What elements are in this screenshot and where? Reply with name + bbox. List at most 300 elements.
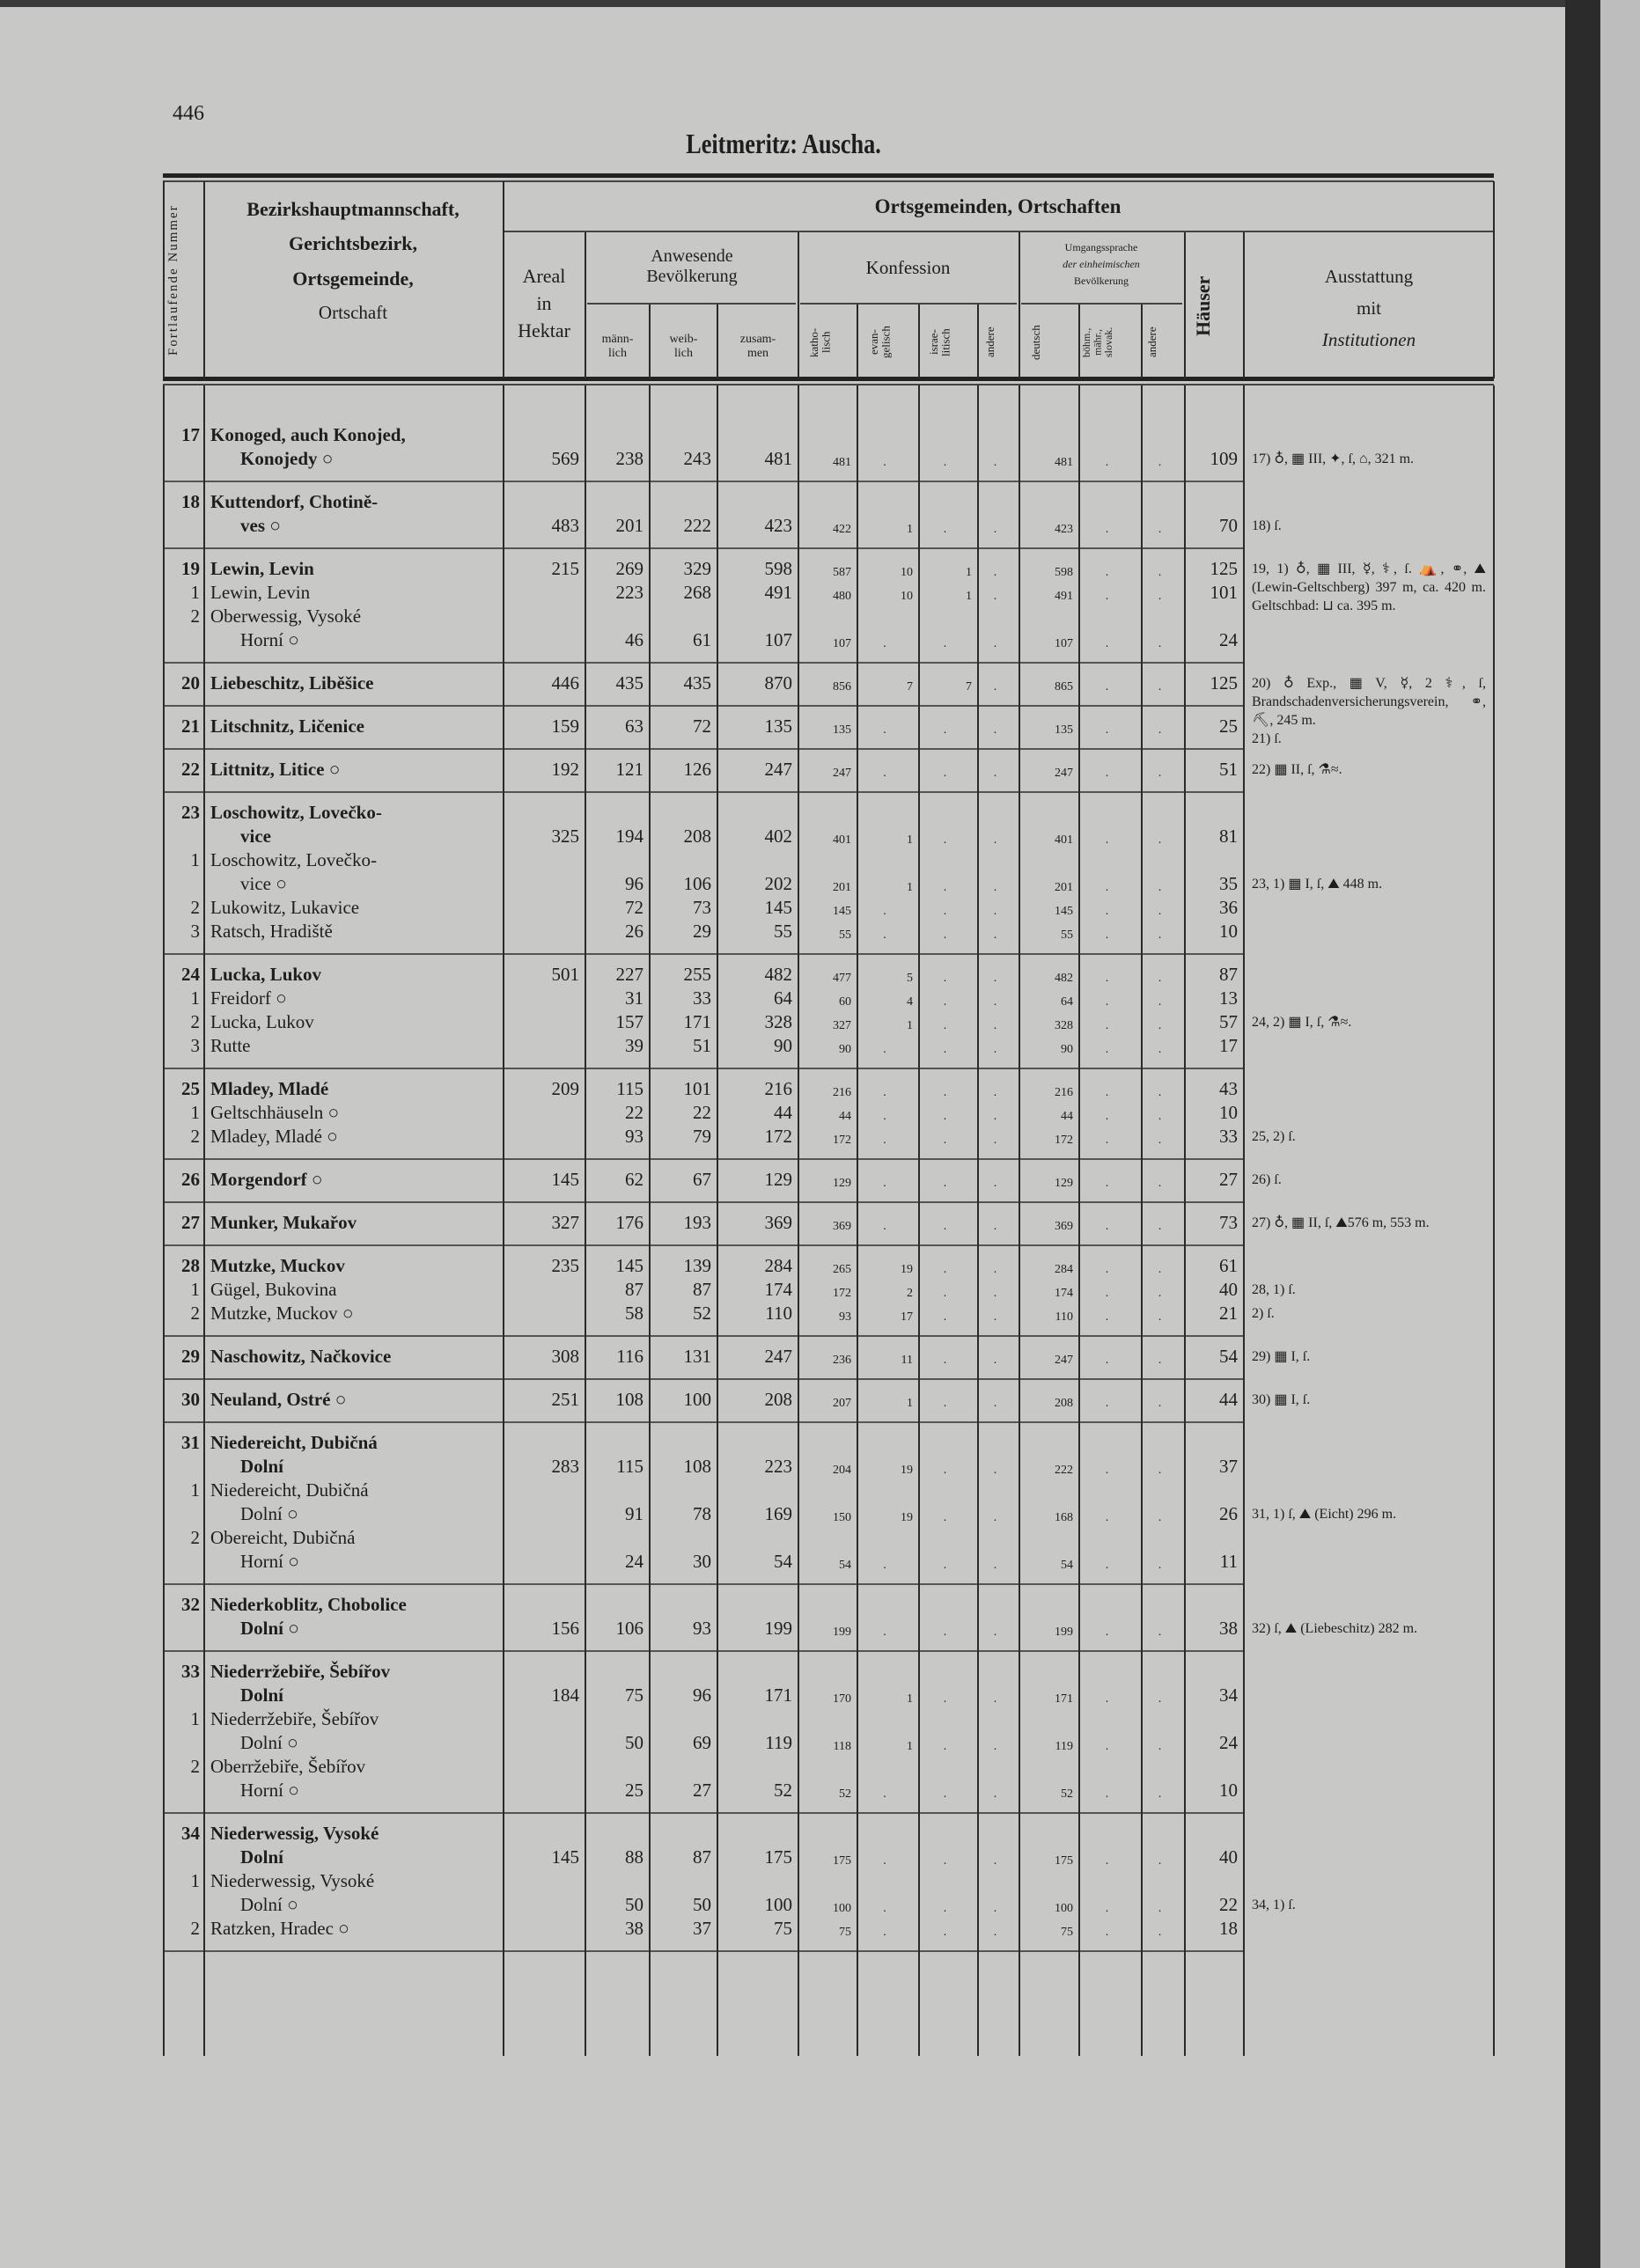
sub-entry-number: 2 [190, 1527, 200, 1548]
value-deutsch: 107 [1055, 637, 1073, 650]
header-population-title [586, 246, 798, 287]
value-maennlich: 39 [625, 1035, 643, 1056]
value-boehm-maehr-slovak: . [1105, 928, 1109, 942]
value-sprache-andere: . [1158, 1220, 1162, 1233]
value-katholisch: 480 [833, 590, 851, 603]
value-haeuser: 101 [1210, 582, 1238, 603]
value-boehm-maehr-slovak: . [1105, 523, 1109, 536]
value-deutsch: 369 [1055, 1220, 1073, 1233]
value-sprache-andere: . [1158, 1177, 1162, 1190]
value-konf-andere: . [993, 1854, 997, 1868]
value-areal: 501 [551, 964, 579, 985]
value-weiblich: 22 [693, 1102, 711, 1123]
header-sprache-andere: andere [1145, 327, 1158, 358]
header-column-rule [1184, 232, 1186, 378]
ortsgemeinde-name: Munker, Mukařov [210, 1212, 357, 1233]
row-separator [163, 1650, 1243, 1652]
value-israelitisch: . [943, 881, 947, 894]
value-konf-andere: . [993, 723, 997, 737]
value-katholisch: 54 [839, 1559, 851, 1572]
ortsgemeinde-name: Dolní [240, 1846, 284, 1868]
value-boehm-maehr-slovak: . [1105, 1134, 1109, 1147]
value-sprache-andere: . [1158, 1511, 1162, 1524]
entry-number: 27 [181, 1212, 200, 1233]
ortschaft-name: Geltschhäuseln ○ [210, 1102, 340, 1123]
value-weiblich: 101 [683, 1078, 711, 1099]
ortschaft-name: Lukowitz, Lukavice [210, 897, 360, 918]
column-rule [203, 385, 205, 2056]
value-areal: 325 [551, 826, 579, 847]
header-population-line: Bevölkerung [646, 267, 738, 286]
value-haeuser: 54 [1219, 1346, 1238, 1367]
ausstattung-note: 34, 1) ſ. [1252, 1897, 1296, 1912]
header-text: böhm., [1080, 327, 1092, 357]
column-rule [918, 385, 920, 2056]
value-boehm-maehr-slovak: . [1105, 1511, 1109, 1524]
value-israelitisch: . [943, 1397, 947, 1410]
value-evangelisch: 1 [907, 881, 913, 894]
ortschaft-name: Gügel, Bukovina [210, 1279, 337, 1300]
row-separator [163, 1583, 1243, 1585]
value-haeuser: 38 [1219, 1618, 1238, 1639]
row-separator [163, 1378, 1243, 1380]
header-name-column [205, 198, 501, 323]
value-sprache-andere: . [1158, 1134, 1162, 1147]
value-maennlich: 26 [625, 921, 643, 942]
value-evangelisch: . [883, 1110, 886, 1123]
value-deutsch: 168 [1055, 1511, 1073, 1524]
value-zusammen: 216 [764, 1078, 792, 1099]
value-katholisch: 150 [833, 1511, 851, 1524]
value-konf-andere: . [993, 1464, 997, 1477]
header-areal-line: in [536, 292, 552, 314]
value-haeuser: 10 [1219, 1102, 1238, 1123]
header-column-rule [977, 305, 979, 378]
sub-entry-number: 2 [190, 1918, 200, 1939]
value-zusammen: 482 [764, 964, 792, 985]
ausstattung-note: 27) ♁, ▦ II, ſ, ⛰576 m, 553 m. [1252, 1215, 1430, 1230]
ortschaft-name: Mladey, Mladé ○ [210, 1126, 338, 1147]
value-deutsch: 199 [1055, 1626, 1073, 1639]
header-israelitisch [928, 310, 967, 375]
value-konf-andere: . [993, 995, 997, 1009]
header-population-line: Anwesende [651, 246, 733, 266]
value-evangelisch: . [883, 767, 886, 780]
value-israelitisch: . [943, 1220, 947, 1233]
value-evangelisch: . [883, 1043, 886, 1056]
value-sprache-andere: . [1158, 1354, 1162, 1367]
value-katholisch: 587 [833, 566, 851, 579]
sprache-rule [1021, 303, 1182, 305]
value-haeuser: 36 [1219, 897, 1238, 918]
header-column-rule [585, 232, 586, 378]
ortschaft-name: Oberwessig, Vysoké [210, 606, 362, 627]
column-rule [163, 385, 165, 2056]
value-evangelisch: . [883, 1086, 886, 1099]
ortsgemeinde-name: Dolní [240, 1684, 284, 1706]
value-maennlich: 157 [615, 1011, 643, 1032]
column-rule [717, 385, 718, 2056]
value-deutsch: 216 [1055, 1086, 1073, 1099]
ortsgemeinde-name: Loschowitz, Lovečko- [210, 802, 382, 823]
value-maennlich: 50 [625, 1894, 643, 1915]
header-konfession: Konfession [865, 257, 951, 278]
entry-number: 31 [181, 1432, 200, 1453]
ortschaft-name: Niederwessig, Vysoké [210, 1870, 375, 1891]
value-katholisch: 129 [833, 1177, 851, 1190]
value-zusammen: 202 [764, 873, 792, 894]
value-katholisch: 52 [839, 1787, 851, 1801]
ortsgemeinde-name: ves ○ [240, 515, 281, 536]
value-deutsch: 284 [1055, 1263, 1073, 1276]
row-separator [163, 1421, 1243, 1423]
value-boehm-maehr-slovak: . [1105, 1110, 1109, 1123]
value-sprache-andere: . [1158, 1464, 1162, 1477]
entry-number: 34 [181, 1823, 200, 1844]
sub-entry-number: 2 [190, 1011, 200, 1032]
value-evangelisch: 19 [901, 1511, 913, 1524]
value-haeuser: 73 [1219, 1212, 1238, 1233]
value-konf-andere: . [993, 1086, 997, 1099]
value-maennlich: 227 [615, 964, 643, 985]
header-column-rule [857, 305, 858, 378]
group-title-rule [503, 231, 1493, 232]
value-haeuser: 43 [1219, 1078, 1238, 1099]
value-konf-andere: . [993, 1926, 997, 1939]
header-text: men [746, 347, 769, 361]
value-zusammen: 100 [764, 1894, 792, 1915]
value-weiblich: 139 [683, 1255, 711, 1276]
value-evangelisch: 5 [907, 972, 913, 985]
value-israelitisch: . [943, 1902, 947, 1915]
value-haeuser: 34 [1219, 1684, 1238, 1706]
value-boehm-maehr-slovak: . [1105, 1397, 1109, 1410]
value-evangelisch: . [883, 637, 886, 650]
value-evangelisch: 1 [907, 1740, 913, 1753]
value-weiblich: 27 [693, 1780, 711, 1801]
value-katholisch: 369 [833, 1220, 851, 1233]
ortsgemeinde-name: Morgendorf ○ [210, 1169, 323, 1190]
value-evangelisch: . [883, 1626, 886, 1639]
value-evangelisch: . [883, 1134, 886, 1147]
value-deutsch: 247 [1055, 1354, 1073, 1367]
value-haeuser: 125 [1210, 558, 1238, 579]
value-weiblich: 73 [693, 897, 711, 918]
value-areal: 283 [551, 1456, 579, 1477]
value-deutsch: 328 [1055, 1019, 1073, 1032]
value-haeuser: 87 [1219, 964, 1238, 985]
header-bottom-rule [163, 377, 1494, 381]
value-katholisch: 55 [839, 928, 851, 942]
value-sprache-andere: . [1158, 928, 1162, 942]
value-maennlich: 201 [615, 515, 643, 536]
ortschaft-name: Horní ○ [240, 629, 299, 650]
value-weiblich: 50 [693, 1894, 711, 1915]
value-areal: 145 [551, 1846, 579, 1868]
ortschaft-name: Lucka, Lukov [210, 1011, 314, 1032]
sub-entry-number: 3 [190, 1035, 200, 1056]
entry-number: 33 [181, 1661, 200, 1682]
row-separator [163, 705, 1243, 707]
value-boehm-maehr-slovak: . [1105, 1854, 1109, 1868]
value-haeuser: 24 [1219, 629, 1238, 650]
ortsgemeinde-name: Mutzke, Muckov [210, 1255, 345, 1276]
page-title: Leitmeritz: Auscha. [686, 128, 881, 159]
value-areal: 159 [551, 716, 579, 737]
entry-number: 20 [181, 672, 200, 694]
value-maennlich: 106 [615, 1618, 643, 1639]
header-areal-line: Hektar [518, 319, 570, 341]
value-israelitisch: . [943, 1086, 947, 1099]
value-konf-andere: . [993, 1110, 997, 1123]
value-israelitisch: . [943, 1787, 947, 1801]
sub-entry-number: 1 [190, 987, 200, 1009]
sub-entry-number: 1 [190, 1102, 200, 1123]
value-maennlich: 223 [615, 582, 643, 603]
value-israelitisch: . [943, 523, 947, 536]
value-haeuser: 22 [1219, 1894, 1238, 1915]
value-deutsch: 129 [1055, 1177, 1073, 1190]
value-deutsch: 491 [1055, 590, 1073, 603]
value-zusammen: 208 [764, 1389, 792, 1410]
column-rule [857, 385, 858, 2056]
value-boehm-maehr-slovak: . [1105, 1310, 1109, 1324]
value-boehm-maehr-slovak: . [1105, 680, 1109, 694]
value-konf-andere: . [993, 1310, 997, 1324]
value-weiblich: 51 [693, 1035, 711, 1056]
value-haeuser: 35 [1219, 873, 1238, 894]
value-maennlich: 145 [615, 1255, 643, 1276]
header-text: Institutionen [1321, 329, 1416, 350]
value-boehm-maehr-slovak: . [1105, 1626, 1109, 1639]
ortsgemeinde-name: Dolní [240, 1456, 284, 1477]
value-maennlich: 31 [625, 987, 643, 1009]
value-areal: 156 [551, 1618, 579, 1639]
value-boehm-maehr-slovak: . [1105, 1263, 1109, 1276]
value-maennlich: 194 [615, 826, 643, 847]
value-weiblich: 100 [683, 1389, 711, 1410]
value-weiblich: 208 [683, 826, 711, 847]
value-haeuser: 40 [1219, 1846, 1238, 1868]
header-column-rule [717, 305, 718, 378]
column-rule [1493, 385, 1495, 2056]
value-sprache-andere: . [1158, 1902, 1162, 1915]
value-deutsch: 110 [1055, 1310, 1073, 1324]
column-rule [1078, 385, 1080, 2056]
value-katholisch: 247 [833, 767, 851, 780]
value-boehm-maehr-slovak: . [1105, 590, 1109, 603]
ortschaft-name: Ratsch, Hradiště [210, 921, 333, 942]
value-sprache-andere: . [1158, 1110, 1162, 1123]
ausstattung-note: 24, 2) ▦ I, ſ, ⚗≈. [1252, 1015, 1352, 1030]
value-maennlich: 58 [625, 1303, 643, 1324]
column-rule [503, 385, 504, 2056]
header-text: litisch [938, 328, 952, 356]
ortschaft-name: Niedereicht, Dubičná [210, 1479, 369, 1501]
ausstattung-note: 23, 1) ▦ I, ſ, ⛰ 448 m. [1252, 877, 1383, 892]
value-evangelisch: . [883, 456, 886, 469]
sub-entry-number: 1 [190, 582, 200, 603]
row-separator [163, 1950, 1243, 1952]
table-top-rule [163, 173, 1494, 178]
value-zusammen: 135 [764, 716, 792, 737]
value-evangelisch: 1 [907, 1019, 913, 1032]
value-weiblich: 108 [683, 1456, 711, 1477]
value-katholisch: 477 [833, 972, 851, 985]
value-weiblich: 329 [683, 558, 711, 579]
value-haeuser: 10 [1219, 1780, 1238, 1801]
value-maennlich: 63 [625, 716, 643, 737]
sub-entry-number: 2 [190, 1756, 200, 1777]
value-deutsch: 171 [1055, 1692, 1073, 1706]
row-separator [163, 748, 1243, 750]
sub-entry-number: 2 [190, 606, 200, 627]
header-text: slovak. [1102, 327, 1115, 358]
value-haeuser: 57 [1219, 1011, 1238, 1032]
value-maennlich: 116 [616, 1346, 643, 1367]
value-boehm-maehr-slovak: . [1105, 1926, 1109, 1939]
value-konf-andere: . [993, 637, 997, 650]
value-katholisch: 44 [839, 1110, 851, 1123]
value-israelitisch: . [943, 1926, 947, 1939]
ortsgemeinde-name: Lucka, Lukov [210, 964, 322, 985]
value-sprache-andere: . [1158, 1043, 1162, 1056]
value-sprache-andere: . [1158, 1310, 1162, 1324]
entry-number: 21 [181, 716, 200, 737]
ortschaft-name: vice ○ [240, 873, 287, 894]
value-maennlich: 121 [615, 759, 643, 780]
value-haeuser: 81 [1219, 826, 1238, 847]
column-rule [649, 385, 651, 2056]
value-sprache-andere: . [1158, 1626, 1162, 1639]
entry-number: 17 [181, 424, 200, 445]
value-konf-andere: . [993, 1043, 997, 1056]
ausstattung-note: 2) ſ. [1252, 1306, 1275, 1321]
header-ortschaft: Ortschaft [318, 301, 388, 323]
value-konf-andere: . [993, 566, 997, 579]
entry-number: 25 [181, 1078, 200, 1099]
entry-number: 23 [181, 802, 200, 823]
value-boehm-maehr-slovak: . [1105, 1464, 1109, 1477]
ortschaft-name: Loschowitz, Lovečko- [210, 849, 377, 870]
value-deutsch: 175 [1055, 1854, 1073, 1868]
value-maennlich: 50 [625, 1732, 643, 1753]
value-deutsch: 55 [1061, 928, 1073, 942]
sub-entry-number: 1 [190, 1870, 200, 1891]
value-katholisch: 216 [833, 1086, 851, 1099]
ortschaft-name: Horní ○ [240, 1780, 299, 1801]
value-maennlich: 108 [615, 1389, 643, 1410]
value-haeuser: 11 [1219, 1551, 1238, 1572]
header-zusammen [718, 333, 798, 361]
value-weiblich: 87 [693, 1846, 711, 1868]
value-haeuser: 51 [1219, 759, 1238, 780]
value-israelitisch: 1 [966, 566, 972, 579]
value-katholisch: 199 [833, 1626, 851, 1639]
value-israelitisch: . [943, 1287, 947, 1300]
column-rule [1184, 385, 1186, 2056]
value-areal: 215 [551, 558, 579, 579]
value-deutsch: 401 [1055, 833, 1073, 847]
header-text: katho- [807, 327, 820, 357]
row-separator [163, 1201, 1243, 1203]
value-konf-andere: . [993, 1902, 997, 1915]
book-binding-edge [1565, 0, 1600, 2268]
value-weiblich: 171 [683, 1011, 711, 1032]
value-boehm-maehr-slovak: . [1105, 1902, 1109, 1915]
value-weiblich: 61 [693, 629, 711, 650]
value-boehm-maehr-slovak: . [1105, 1354, 1109, 1367]
ortsgemeinde-name: Niedereicht, Dubičná [210, 1432, 378, 1453]
ortschaft-name: Lewin, Levin [210, 582, 311, 603]
value-zusammen: 199 [764, 1618, 792, 1639]
value-haeuser: 27 [1219, 1169, 1238, 1190]
entry-number: 30 [181, 1389, 200, 1410]
ortsgemeinde-name: vice [240, 826, 271, 847]
value-weiblich: 255 [683, 964, 711, 985]
value-israelitisch: . [943, 1692, 947, 1706]
value-sprache-andere: . [1158, 1787, 1162, 1801]
value-haeuser: 70 [1219, 515, 1238, 536]
value-israelitisch: . [943, 928, 947, 942]
value-zusammen: 174 [764, 1279, 792, 1300]
value-weiblich: 37 [693, 1918, 711, 1939]
value-sprache-andere: . [1158, 1019, 1162, 1032]
value-areal: 184 [551, 1684, 579, 1706]
value-weiblich: 78 [693, 1503, 711, 1524]
value-zusammen: 54 [774, 1551, 792, 1572]
value-areal: 209 [551, 1078, 579, 1099]
value-israelitisch: . [943, 1310, 947, 1324]
value-maennlich: 238 [615, 448, 643, 469]
header-column-rule [1019, 232, 1020, 378]
ortsgemeinde-name: Kuttendorf, Chotině- [210, 491, 379, 512]
column-rule [1243, 385, 1245, 2056]
value-zusammen: 423 [764, 515, 792, 536]
ausstattung-note: 17) ♁, ▦ III, ✦, ſ, ⌂, 321 m. [1252, 451, 1415, 466]
ortsgemeinde-name: Litschnitz, Ličenice [210, 716, 364, 737]
header-katholisch [808, 310, 847, 375]
value-boehm-maehr-slovak: . [1105, 767, 1109, 780]
value-konf-andere: . [993, 1287, 997, 1300]
value-areal: 235 [551, 1255, 579, 1276]
value-evangelisch: . [883, 723, 886, 737]
value-areal: 145 [551, 1169, 579, 1190]
konfession-rule [800, 303, 1017, 305]
value-zusammen: 598 [764, 558, 792, 579]
value-katholisch: 201 [833, 881, 851, 894]
value-maennlich: 269 [615, 558, 643, 579]
value-israelitisch: . [943, 833, 947, 847]
ortsgemeinde-name: Dolní ○ [240, 1618, 299, 1639]
header-text: lich [608, 347, 627, 361]
value-israelitisch: . [943, 995, 947, 1009]
value-deutsch: 44 [1061, 1110, 1073, 1123]
value-boehm-maehr-slovak: . [1105, 1177, 1109, 1190]
value-sprache-andere: . [1158, 523, 1162, 536]
value-israelitisch: . [943, 1110, 947, 1123]
header-areal [504, 262, 584, 344]
row-separator [163, 662, 1243, 664]
entry-number: 32 [181, 1594, 200, 1615]
header-column-rule [1493, 181, 1495, 378]
row-separator [163, 791, 1243, 793]
value-israelitisch: . [943, 456, 947, 469]
value-deutsch: 174 [1055, 1287, 1073, 1300]
value-israelitisch: . [943, 1626, 947, 1639]
value-boehm-maehr-slovak: . [1105, 1692, 1109, 1706]
value-evangelisch: . [883, 1177, 886, 1190]
